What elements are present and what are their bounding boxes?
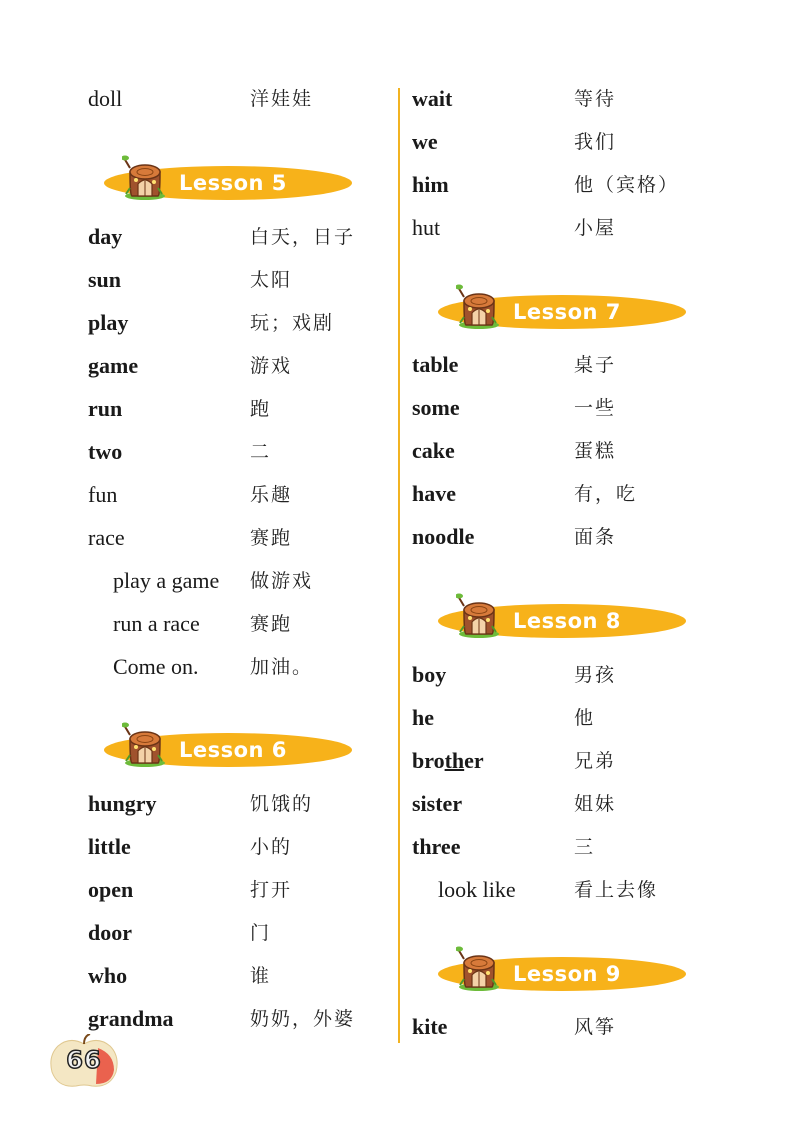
phrase-chinese: 加油。 bbox=[250, 656, 314, 678]
entry-english: hungry bbox=[88, 791, 157, 816]
entry-english: run bbox=[88, 396, 123, 421]
entry-english: little bbox=[88, 834, 131, 859]
phrase-chinese: 赛跑 bbox=[250, 613, 293, 635]
entry-english: open bbox=[88, 877, 134, 902]
entry-english: cake bbox=[412, 438, 455, 463]
lesson-6-banner bbox=[104, 731, 354, 771]
entry-english: table bbox=[412, 352, 459, 377]
entry-chinese: 奶奶，外婆 bbox=[250, 1008, 356, 1030]
entry-english: play bbox=[88, 310, 129, 335]
entry-chinese: 等待 bbox=[574, 88, 617, 110]
phrase-chinese: 看上去像 bbox=[574, 879, 659, 901]
tree-stump-icon bbox=[456, 943, 502, 993]
lesson-9-banner bbox=[438, 955, 688, 995]
entry-chinese: 他（宾格） bbox=[574, 174, 680, 196]
entry-english: kite bbox=[412, 1014, 448, 1039]
entry-chinese: 三 bbox=[574, 836, 596, 858]
entry-chinese: 风筝 bbox=[574, 1016, 617, 1038]
entry-english: race bbox=[88, 525, 125, 550]
entry-chinese: 面条 bbox=[574, 526, 617, 548]
phrase-english: Come on. bbox=[113, 654, 199, 679]
phrase-chinese: 做游戏 bbox=[250, 570, 314, 592]
entry-english: hut bbox=[412, 215, 441, 240]
entry-english: grandma bbox=[88, 1006, 174, 1031]
entry-chinese: 谁 bbox=[250, 965, 272, 987]
entry-chinese: 乐趣 bbox=[250, 484, 293, 506]
entry-chinese: 玩；戏剧 bbox=[250, 312, 335, 334]
entry-chinese: 门 bbox=[250, 922, 272, 944]
lesson-title: Lesson 7 bbox=[513, 300, 621, 324]
entry-english: noodle bbox=[412, 524, 475, 549]
entry-english: boy bbox=[412, 662, 447, 687]
entry-english: he bbox=[412, 705, 434, 730]
entry-chinese: 白天，日子 bbox=[250, 226, 356, 248]
entry-english: game bbox=[88, 353, 139, 378]
entry-chinese: 洋娃娃 bbox=[250, 88, 314, 110]
entry-chinese: 二 bbox=[250, 441, 272, 463]
entry-chinese: 姐妹 bbox=[574, 793, 617, 815]
entry-english: we bbox=[412, 129, 438, 154]
lesson-8-banner bbox=[438, 602, 688, 642]
entry-english: him bbox=[412, 172, 449, 197]
entry-english: door bbox=[88, 920, 132, 945]
entry-chinese: 一些 bbox=[574, 397, 617, 419]
entry-chinese: 小的 bbox=[250, 836, 293, 858]
entry-chinese: 游戏 bbox=[250, 355, 293, 377]
phrase-english: play a game bbox=[113, 568, 220, 593]
entry-chinese: 赛跑 bbox=[250, 527, 293, 549]
entry-chinese: 兄弟 bbox=[574, 750, 617, 772]
phrase-english: look like bbox=[438, 877, 516, 902]
entry-english: wait bbox=[412, 86, 453, 111]
entry-chinese: 跑 bbox=[250, 398, 272, 420]
entry-english: some bbox=[412, 395, 460, 420]
entry-english: have bbox=[412, 481, 456, 506]
word-part: er bbox=[464, 748, 484, 773]
page-number: 66 bbox=[66, 1046, 102, 1074]
word-part-underlined: th bbox=[444, 748, 465, 773]
entry-english: doll bbox=[88, 86, 123, 111]
column-divider bbox=[398, 88, 400, 1043]
lesson-7-banner bbox=[438, 293, 688, 333]
entry-chinese: 他 bbox=[574, 707, 596, 729]
entry-english: sister bbox=[412, 791, 463, 816]
entry-english: three bbox=[412, 834, 461, 859]
entry-chinese: 男孩 bbox=[574, 664, 617, 686]
lesson-5-banner bbox=[104, 164, 354, 204]
entry-english: sun bbox=[88, 267, 122, 292]
lesson-title: Lesson 5 bbox=[179, 171, 287, 195]
entry-english: who bbox=[88, 963, 128, 988]
entry-chinese: 饥饿的 bbox=[250, 793, 314, 815]
phrase-english: run a race bbox=[113, 611, 200, 636]
entry-chinese: 我们 bbox=[574, 131, 617, 153]
entry-chinese: 小屋 bbox=[574, 217, 617, 239]
tree-stump-icon bbox=[122, 719, 168, 769]
entry-english bbox=[412, 746, 484, 776]
entry-english: fun bbox=[88, 482, 118, 507]
entry-chinese: 有，吃 bbox=[574, 483, 638, 505]
entry-chinese: 蛋糕 bbox=[574, 440, 617, 462]
lesson-title: Lesson 9 bbox=[513, 962, 621, 986]
entry-english: two bbox=[88, 439, 123, 464]
lesson-title: Lesson 6 bbox=[179, 738, 287, 762]
entry-chinese: 打开 bbox=[250, 879, 293, 901]
entry-english: day bbox=[88, 224, 123, 249]
entry-chinese: 桌子 bbox=[574, 354, 617, 376]
word-part: bro bbox=[412, 748, 445, 773]
lesson-title: Lesson 8 bbox=[513, 609, 621, 633]
tree-stump-icon bbox=[456, 590, 502, 640]
tree-stump-icon bbox=[122, 152, 168, 202]
tree-stump-icon bbox=[456, 281, 502, 331]
entry-chinese: 太阳 bbox=[250, 269, 293, 291]
